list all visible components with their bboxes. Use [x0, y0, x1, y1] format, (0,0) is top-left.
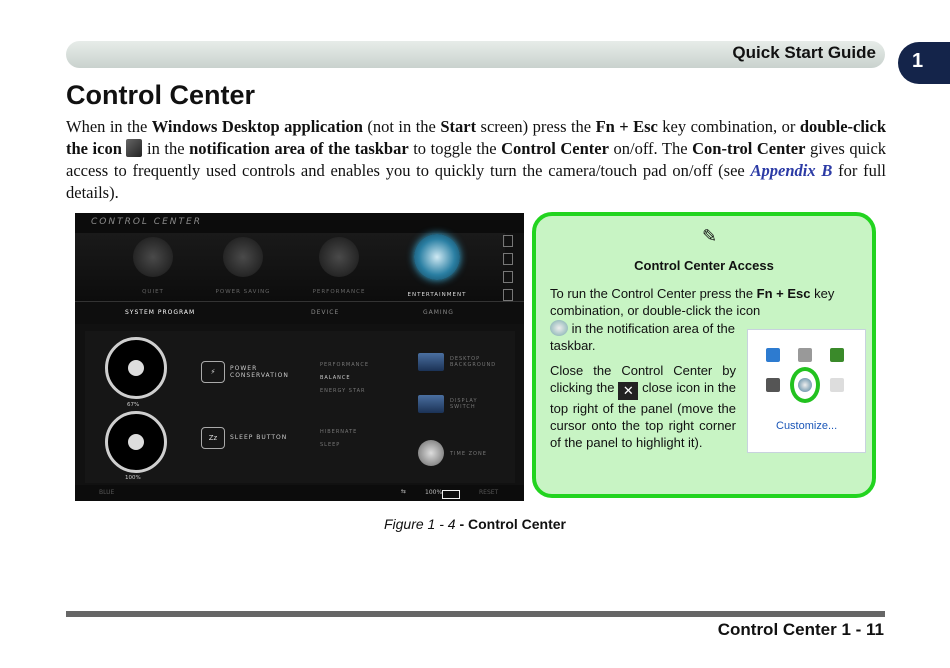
brightness-dial[interactable]	[105, 337, 167, 399]
tray-icon-network[interactable]	[766, 348, 780, 362]
tray-icon-display[interactable]	[766, 378, 780, 392]
brightness-value: 67%	[127, 402, 140, 408]
side-icon[interactable]	[503, 253, 513, 265]
pencil-icon: ✎	[702, 226, 718, 246]
option-sleep[interactable]: SLEEP	[320, 442, 341, 448]
crosshair-icon	[414, 234, 460, 280]
page-heading: Control Center	[66, 80, 255, 110]
side-icon[interactable]	[503, 289, 513, 301]
power-conservation-label: POWER CONSERVATION	[230, 365, 289, 379]
display-switch-icon[interactable]	[418, 395, 444, 413]
highlight-ring	[790, 367, 820, 403]
note-title: Control Center Access	[634, 258, 774, 273]
notification-tray	[747, 329, 866, 453]
figure-caption: Figure 1 - 4 - Control Center	[383, 516, 567, 532]
volume-dial[interactable]	[105, 411, 167, 473]
gauge-icon	[319, 237, 359, 277]
footer-bar	[66, 611, 885, 617]
option-energy-star[interactable]: ENERGY STAR	[320, 388, 366, 394]
fan-icon	[223, 237, 263, 277]
battery-icon	[442, 490, 460, 499]
note-para-1b: in the notification area of the taskbar.	[550, 321, 735, 353]
footer-text: Control Center 1 - 11	[717, 620, 884, 639]
control-center-icon	[550, 320, 568, 336]
desktop-background-icon[interactable]	[418, 353, 444, 371]
power-conservation-button[interactable]: ⚡	[201, 361, 225, 383]
tab-system-program[interactable]: SYSTEM PROGRAM	[125, 309, 196, 316]
tab-device[interactable]: DEVICE	[311, 309, 340, 316]
header-title: Quick Start Guide	[732, 43, 876, 62]
desktop-background-label: DESKTOP BACKGROUND	[450, 356, 497, 368]
tab-gaming[interactable]: GAMING	[423, 309, 454, 316]
note-box	[532, 212, 876, 498]
sleep-button-label: SLEEP BUTTON	[230, 434, 288, 441]
brightness-icon	[128, 360, 144, 376]
appendix-link[interactable]: Appendix B	[750, 161, 833, 180]
status-left: BLUE	[99, 489, 115, 496]
mode-power-saving[interactable]: POWER SAVING	[193, 237, 293, 295]
quiet-icon	[133, 237, 173, 277]
tray-icon-nvidia[interactable]	[830, 348, 844, 362]
control-center-screenshot	[75, 213, 524, 501]
chapter-number: 1	[912, 50, 924, 72]
status-link-icon: ⇆	[401, 488, 407, 495]
chapter-tab	[898, 42, 950, 84]
display-switch-label: DISPLAY SWITCH	[450, 398, 478, 410]
time-zone-label: TIME ZONE	[450, 451, 487, 457]
cc-side-icons	[503, 235, 515, 307]
option-hibernate[interactable]: HIBERNATE	[320, 429, 358, 435]
close-icon: ✕	[618, 382, 638, 400]
mode-quiet[interactable]: QUIET	[103, 237, 203, 295]
note-para-1a: To run the Control Center press the Fn + Esc key combination, or double-click the icon	[550, 286, 835, 318]
option-performance[interactable]: PERFORMANCE	[320, 362, 370, 368]
battery-percent: 100%	[425, 489, 443, 496]
control-center-tray-icon	[126, 139, 142, 157]
sleep-button[interactable]: Zz	[201, 427, 225, 449]
side-icon[interactable]	[503, 235, 513, 247]
speaker-icon[interactable]	[830, 378, 844, 392]
volume-icon	[128, 434, 144, 450]
status-reset[interactable]: RESET	[479, 489, 499, 496]
volume-value: 100%	[125, 475, 141, 481]
note-para-2: Close the Control Center by clicking the ✕ close icon in the top right of the panel (move the cursor onto the top right corner of the panel to highlight it).	[550, 363, 736, 450]
customize-link[interactable]: Customize...	[776, 420, 838, 432]
mode-entertainment[interactable]: ENTERTAINMENT	[387, 234, 487, 298]
mode-performance[interactable]: PERFORMANCE	[289, 237, 389, 295]
option-balance[interactable]: BALANCE	[320, 375, 351, 381]
cc-title: CONTROL CENTER	[91, 217, 202, 227]
side-icon[interactable]	[503, 271, 513, 283]
tray-icon-device[interactable]	[798, 348, 812, 362]
clock-icon[interactable]	[418, 440, 444, 466]
intro-paragraph: When in the Windows Desktop application (not in the Start screen) press the Fn + Esc key combination, or double-click the icon in the notification area of the taskbar to toggle the Control Center on/off. The Con-trol Center gives quick access to frequently used controls and enables you to quickly turn the camera/touch pad on/off (see Appendix B for full details).	[66, 117, 887, 202]
